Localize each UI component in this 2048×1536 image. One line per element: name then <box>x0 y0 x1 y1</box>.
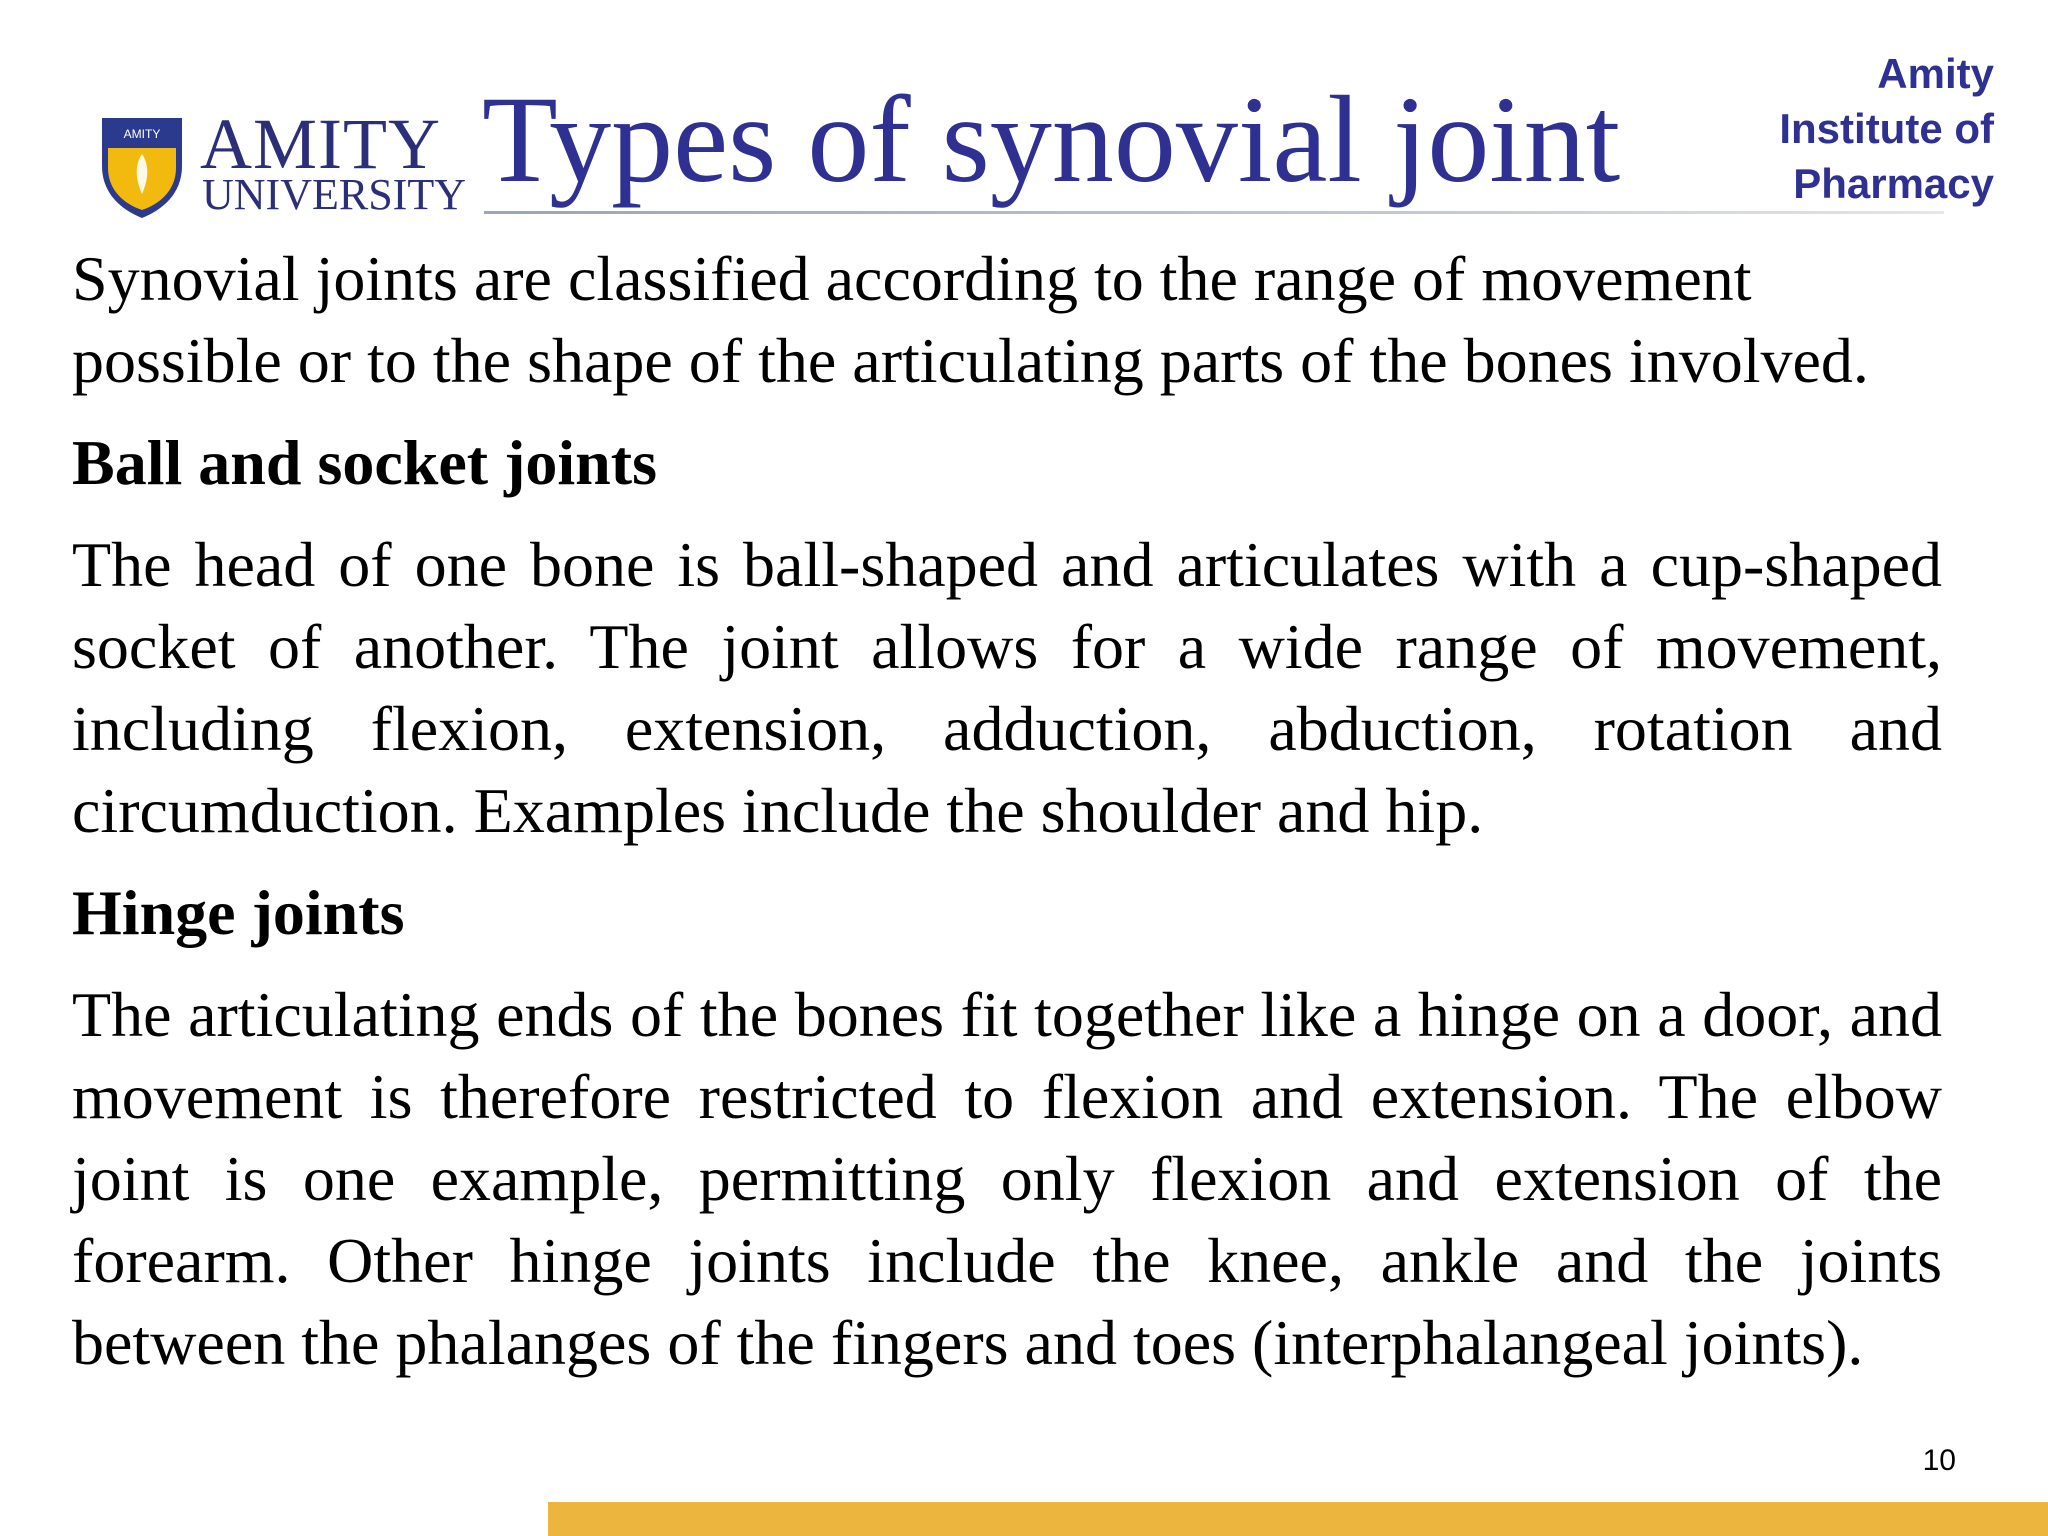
section-text-hinge: The articulating ends of the bones fit together like a hinge on a door, and movement is therefore restricted to flexion and extension. The elbow joint is one example, permitting only flexion and extension of the forearm. Other hinge joints include the knee, ankle and the joints between the phalanges of the fingers and toes (interphalangeal joints). <box>72 979 1942 1378</box>
footer-bar <box>548 1502 2048 1536</box>
logo-name: AMITY <box>200 104 441 184</box>
title-underline <box>484 211 1944 214</box>
section-heading-hinge: Hinge joints <box>72 877 405 948</box>
amity-crest-icon <box>96 110 188 220</box>
institute-line-2: Institute of <box>1779 105 1994 152</box>
logo-subtitle: UNIVERSITY <box>202 170 466 219</box>
crest-text: AMITY <box>123 127 161 141</box>
slide-title: Types of synovial joint <box>482 71 1621 208</box>
slide-content <box>72 238 1942 1384</box>
institute-line-3: Pharmacy <box>1793 160 1994 207</box>
section-heading-ball-socket: Ball and socket joints <box>72 427 657 498</box>
institute-line-1: Amity <box>1877 50 1994 97</box>
section-text-ball-socket: The head of one bone is ball-shaped and articulates with a cup-shaped socket of another. The joint allows for a wide range of movement, including flexion, extension, adduction, abduction, rotation and circumduction. Examples include the shoulder and hip. <box>72 529 1942 846</box>
amity-university-logo <box>96 104 466 226</box>
intro-paragraph: Synovial joints are classified according to the range of movement possible or to the shape of the articulating parts of the bones involved. <box>72 243 1869 396</box>
institute-label <box>1779 46 1994 211</box>
page-number: 10 <box>1922 1444 1956 1477</box>
